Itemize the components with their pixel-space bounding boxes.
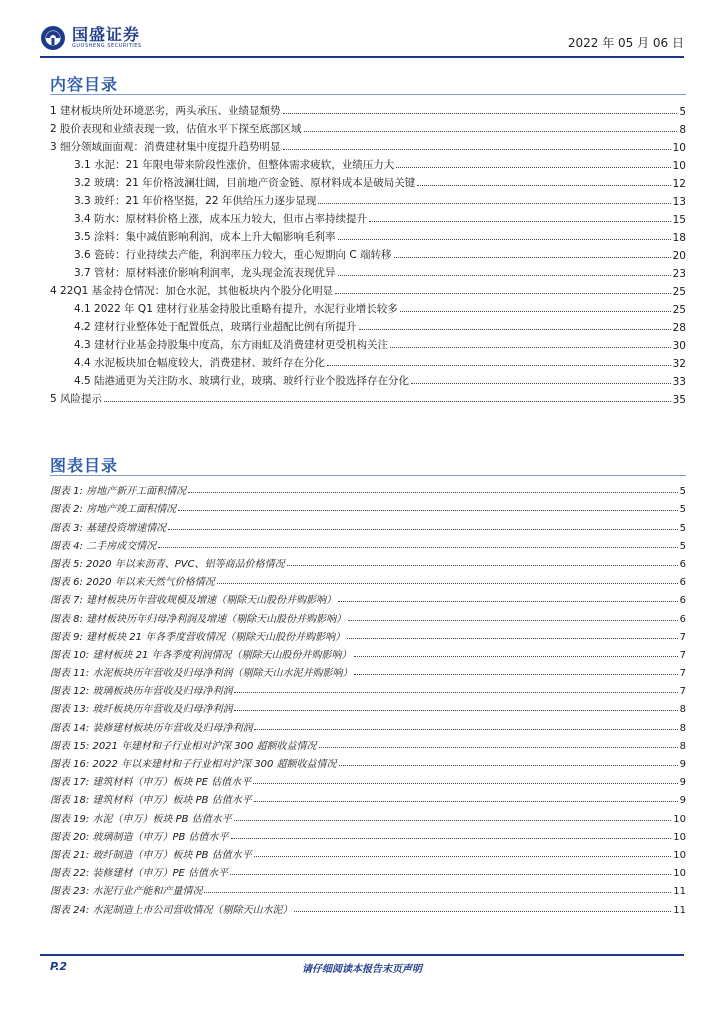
figure-entry-page: 8 <box>679 740 686 752</box>
dot-leader <box>348 620 678 621</box>
figure-entry[interactable] <box>50 479 686 497</box>
figure-entry[interactable] <box>50 734 686 752</box>
toc-entry-title: 3.5 涂料：集中减值影响利润，成本上升大幅影响毛利率 <box>74 231 336 243</box>
figure-entry[interactable] <box>50 788 686 806</box>
toc-entry-title: 1 建材板块所处环境恶劣，两头承压、业绩显颓势 <box>50 105 281 117</box>
figure-entry-title: 图表 19: 水泥（申万）板块 PB 估值水平 <box>50 813 232 825</box>
dot-leader <box>234 710 677 711</box>
company-logo <box>40 24 142 52</box>
toc-entry-title: 4.1 2022 年 Q1 建材行业基金持股比重略有提升，水泥行业增长较多 <box>74 303 398 315</box>
toc-entry[interactable] <box>50 100 686 118</box>
toc-entry[interactable] <box>50 118 686 136</box>
dot-leader <box>396 167 670 168</box>
logo-english-name: GUOSHENG SECURITIES <box>72 43 142 49</box>
figure-entry[interactable] <box>50 625 686 643</box>
toc-entry-title: 3.7 管材：原材料涨价影响利润率，龙头现金流表现优异 <box>74 267 336 279</box>
figure-entry-title: 图表 2: 房地产竣工面积情况 <box>50 504 177 516</box>
figure-entry-page: 5 <box>679 486 686 498</box>
toc-entry[interactable] <box>50 262 686 280</box>
figure-entry-title: 图表 6: 2020 年以来天然气价格情况 <box>50 577 215 589</box>
figure-entry-title: 图表 24: 水泥制造上市公司营收情况（剔除天山水泥） <box>50 904 293 916</box>
dot-leader <box>304 131 678 132</box>
figure-entry[interactable] <box>50 515 686 533</box>
page-header <box>40 24 684 54</box>
dot-leader <box>234 820 672 821</box>
figure-entry-page: 9 <box>679 777 686 789</box>
toc-entry-title: 4.3 建材行业基金持股集中度高，东方雨虹及消费建材更受机构关注 <box>74 339 389 351</box>
figure-entry-page: 7 <box>679 631 686 643</box>
figure-entry-title: 图表 20: 玻璃制造（申万）PB 估值水平 <box>50 831 229 843</box>
figure-entry[interactable] <box>50 879 686 897</box>
logo-chinese-name: 国盛证券 <box>72 25 141 44</box>
figure-entry-title: 图表 7: 建材板块历年营收规模及增速（剔除天山股份并购影响） <box>50 595 337 607</box>
dot-leader <box>104 401 671 402</box>
toc-entry-page: 23 <box>672 268 686 280</box>
figure-entry-page: 10 <box>673 868 686 880</box>
figure-entry-page: 8 <box>679 704 686 716</box>
toc-entry-page: 30 <box>672 340 686 352</box>
page-number: P.2 <box>50 960 68 973</box>
figure-entry[interactable] <box>50 534 686 552</box>
toc-entry-page: 33 <box>672 376 686 388</box>
figures-title-rule <box>50 475 686 476</box>
toc-entry[interactable] <box>50 226 686 244</box>
dot-leader <box>354 674 677 675</box>
figure-entry[interactable] <box>50 843 686 861</box>
figure-entry-page: 9 <box>679 795 686 807</box>
figure-entry-page: 7 <box>679 668 686 680</box>
footer-divider <box>40 954 684 956</box>
toc-entry-page: 35 <box>672 394 686 406</box>
figure-entry[interactable] <box>50 679 686 697</box>
logo-icon <box>40 25 66 51</box>
toc-entry[interactable] <box>50 280 686 298</box>
figure-entry-page: 10 <box>673 831 686 843</box>
figure-entry-page: 9 <box>679 759 686 770</box>
toc-entry-page: 18 <box>672 232 686 244</box>
dot-leader <box>338 239 671 240</box>
figure-entry-page: 11 <box>673 886 686 898</box>
figure-entry[interactable] <box>50 661 686 679</box>
toc-entry-title: 3.6 瓷砖：行业持续去产能，利润率压力较大，重心短期向 C 端转移 <box>74 249 392 261</box>
toc-entry[interactable] <box>50 136 686 154</box>
figure-entry-title: 图表 21: 玻纤制造（申万）板块 PB 估值水平 <box>50 849 252 861</box>
figure-entry-title: 图表 3: 基建投资增速情况 <box>50 522 167 534</box>
figure-entry[interactable] <box>50 825 686 843</box>
figure-entry-title: 图表 18: 建筑材料（申万）板块 PB 估值水平 <box>50 795 252 807</box>
figure-entry[interactable] <box>50 497 686 515</box>
figure-entry[interactable] <box>50 588 686 606</box>
list-of-figures <box>50 479 686 916</box>
figure-entry-page: 6 <box>679 613 686 625</box>
figure-entry-title: 图表 5: 2020 年以来沥青、PVC、铝等商品价格情况 <box>50 558 285 570</box>
toc-entry[interactable] <box>50 244 686 262</box>
dot-leader <box>335 293 670 294</box>
toc-entry-page: 10 <box>672 160 686 172</box>
dot-leader <box>254 856 672 857</box>
dot-leader <box>339 765 678 766</box>
header-divider <box>40 56 684 58</box>
figure-entry-title: 图表 8: 建材板块历年归母净利润及增速（剔除天山股份并购影响） <box>50 613 347 625</box>
toc-entry[interactable] <box>50 388 686 406</box>
toc-entry-page: 10 <box>672 142 686 154</box>
figure-entry-title: 图表 1: 房地产新开工面积情况 <box>50 486 187 498</box>
figure-entry-page: 7 <box>679 649 686 661</box>
figure-entry-page: 10 <box>673 849 686 861</box>
figure-entry[interactable] <box>50 697 686 715</box>
figure-entry-page: 5 <box>679 540 686 552</box>
dot-leader <box>359 329 671 330</box>
figure-entry-page: 11 <box>673 904 686 916</box>
toc-entry[interactable] <box>50 190 686 208</box>
figure-entry-title: 图表 10: 建材板块 21 年各季度利润情况（剔除天山股份并购影响） <box>50 649 352 661</box>
dot-leader <box>369 221 671 222</box>
figure-entry-page: 5 <box>679 504 686 516</box>
dot-leader <box>283 113 678 114</box>
dot-leader <box>158 547 678 548</box>
figure-entry-title: 图表 11: 水泥板块历年营收及归母净利润（剔除天山水泥并购影响） <box>50 668 353 680</box>
dot-leader <box>188 492 678 493</box>
figure-entry[interactable] <box>50 770 686 788</box>
dot-leader <box>231 838 672 839</box>
figure-entry-page: 7 <box>679 686 686 698</box>
figure-entry-page: 10 <box>673 813 686 825</box>
dot-leader <box>254 729 677 730</box>
toc-entry-page: 28 <box>672 322 686 334</box>
toc-entry-page: 12 <box>672 178 686 190</box>
toc-entry[interactable] <box>50 370 686 388</box>
toc-entry[interactable] <box>50 316 686 334</box>
toc-entry[interactable] <box>50 172 686 190</box>
figure-entry[interactable] <box>50 897 686 915</box>
figure-entry-page: 6 <box>679 558 686 570</box>
toc-entry-title: 3.1 水泥：21 年限电带来阶段性涨价，但整体需求疲软，业绩压力大 <box>74 159 395 171</box>
toc-entry-title: 3.4 防水：原材料价格上涨，成本压力较大，但市占率持续提升 <box>74 213 368 225</box>
figure-entry-title: 图表 17: 建筑材料（申万）板块 PE 估值水平 <box>50 777 252 789</box>
dot-leader <box>354 656 678 657</box>
toc-entry-title: 4.2 建材行业整体处于配置低点，玻璃行业超配比例有所提升 <box>74 321 357 333</box>
figure-entry-page: 6 <box>679 595 686 607</box>
toc-entry-title: 3.3 玻纤：21 年价格坚挺，22 年供给压力逐步显现 <box>74 195 317 207</box>
contents-title-rule <box>50 94 686 95</box>
dot-leader <box>253 783 677 784</box>
dot-leader <box>254 801 678 802</box>
toc-entry-page: 25 <box>672 304 686 316</box>
dot-leader <box>417 185 670 186</box>
dot-leader <box>390 347 671 348</box>
dot-leader <box>394 257 671 258</box>
figure-entry-page: 5 <box>679 522 686 534</box>
toc-entry-page: 15 <box>672 214 686 226</box>
contents-title: 内容目录 <box>50 75 119 94</box>
toc-entry-page: 8 <box>679 124 686 136</box>
toc-entry-title: 4.5 陆港通更为关注防水、玻璃行业，玻璃、玻纤行业个股选择存在分化 <box>74 375 410 387</box>
dot-leader <box>283 149 671 150</box>
figure-entry-title: 图表 16: 2022 年以来建材和子行业相对沪深 300 超额收益情况 <box>50 759 337 770</box>
dot-leader <box>327 365 671 366</box>
toc-entry-title: 4.4 水泥板块加仓幅度较大，消费建材、玻纤存在分化 <box>74 357 326 369</box>
dot-leader <box>287 565 678 566</box>
figure-entry-title: 图表 12: 玻璃板块历年营收及归母净利润 <box>50 686 233 698</box>
figure-entry[interactable] <box>50 715 686 733</box>
toc-entry-title: 3.2 玻璃：21 年价格波澜壮阔，目前地产资金链、原材料成本是破局关键 <box>74 177 416 189</box>
figure-entry-title: 图表 13: 玻纤板块历年营收及归母净利润 <box>50 704 233 716</box>
figure-entry-title: 图表 15: 2021 年建材和子行业相对沪深 300 超额收益情况 <box>50 740 317 752</box>
figure-entry-title: 图表 22: 装修建材（申万）PE 估值水平 <box>50 868 228 880</box>
toc-entry-page: 13 <box>672 196 686 208</box>
dot-leader <box>400 311 671 312</box>
toc-entry[interactable] <box>50 352 686 370</box>
dot-leader <box>338 275 671 276</box>
figures-title: 图表目录 <box>50 456 119 475</box>
figure-entry[interactable] <box>50 606 686 624</box>
table-of-contents <box>50 100 686 406</box>
figure-entry[interactable] <box>50 570 686 588</box>
dot-leader <box>204 892 671 893</box>
figure-entry[interactable] <box>50 752 686 770</box>
dot-leader <box>230 874 671 875</box>
toc-entry[interactable] <box>50 298 686 316</box>
toc-entry-title: 5 风险提示 <box>50 393 103 405</box>
toc-entry[interactable] <box>50 334 686 352</box>
disclaimer-note: 请仔细阅读本报告末页声明 <box>302 964 422 975</box>
dot-leader <box>338 601 678 602</box>
figure-entry-title: 图表 23: 水泥行业产能和产量情况 <box>50 886 203 898</box>
toc-entry-page: 20 <box>672 250 686 262</box>
dot-leader <box>347 638 677 639</box>
figure-entry-title: 图表 14: 装修建材板块历年营收及归母净利润 <box>50 722 253 734</box>
dot-leader <box>318 203 670 204</box>
dot-leader <box>234 692 677 693</box>
dot-leader <box>178 510 678 511</box>
dot-leader <box>294 911 671 912</box>
figure-entry-page: 6 <box>679 577 686 589</box>
toc-entry-page: 5 <box>679 106 686 118</box>
dot-leader <box>217 583 678 584</box>
dot-leader <box>168 529 678 530</box>
figure-entry[interactable] <box>50 643 686 661</box>
figure-entry-page: 8 <box>679 722 686 734</box>
toc-entry-page: 32 <box>672 358 686 370</box>
toc-entry-title: 2 股价表现和业绩表现一致，估值水平下探至底部区域 <box>50 123 302 135</box>
figure-entry[interactable] <box>50 861 686 879</box>
toc-entry-title: 3 细分领域面面观：消费建材集中度提升趋势明显 <box>50 141 281 153</box>
dot-leader <box>319 747 678 748</box>
toc-entry-title: 4 22Q1 基金持仓情况：加仓水泥，其他板块内个股分化明显 <box>50 285 334 297</box>
figure-entry-title: 图表 9: 建材板块 21 年各季度营收情况（剔除天山股份并购影响） <box>50 631 346 643</box>
dot-leader <box>411 383 671 384</box>
toc-entry-page: 25 <box>672 286 686 298</box>
report-date: 2022 年 05 月 06 日 <box>567 36 684 50</box>
toc-entry[interactable] <box>50 154 686 172</box>
figure-entry[interactable] <box>50 806 686 824</box>
figure-entry[interactable] <box>50 552 686 570</box>
figure-entry-title: 图表 4: 二手房成交情况 <box>50 540 157 552</box>
toc-entry[interactable] <box>50 208 686 226</box>
